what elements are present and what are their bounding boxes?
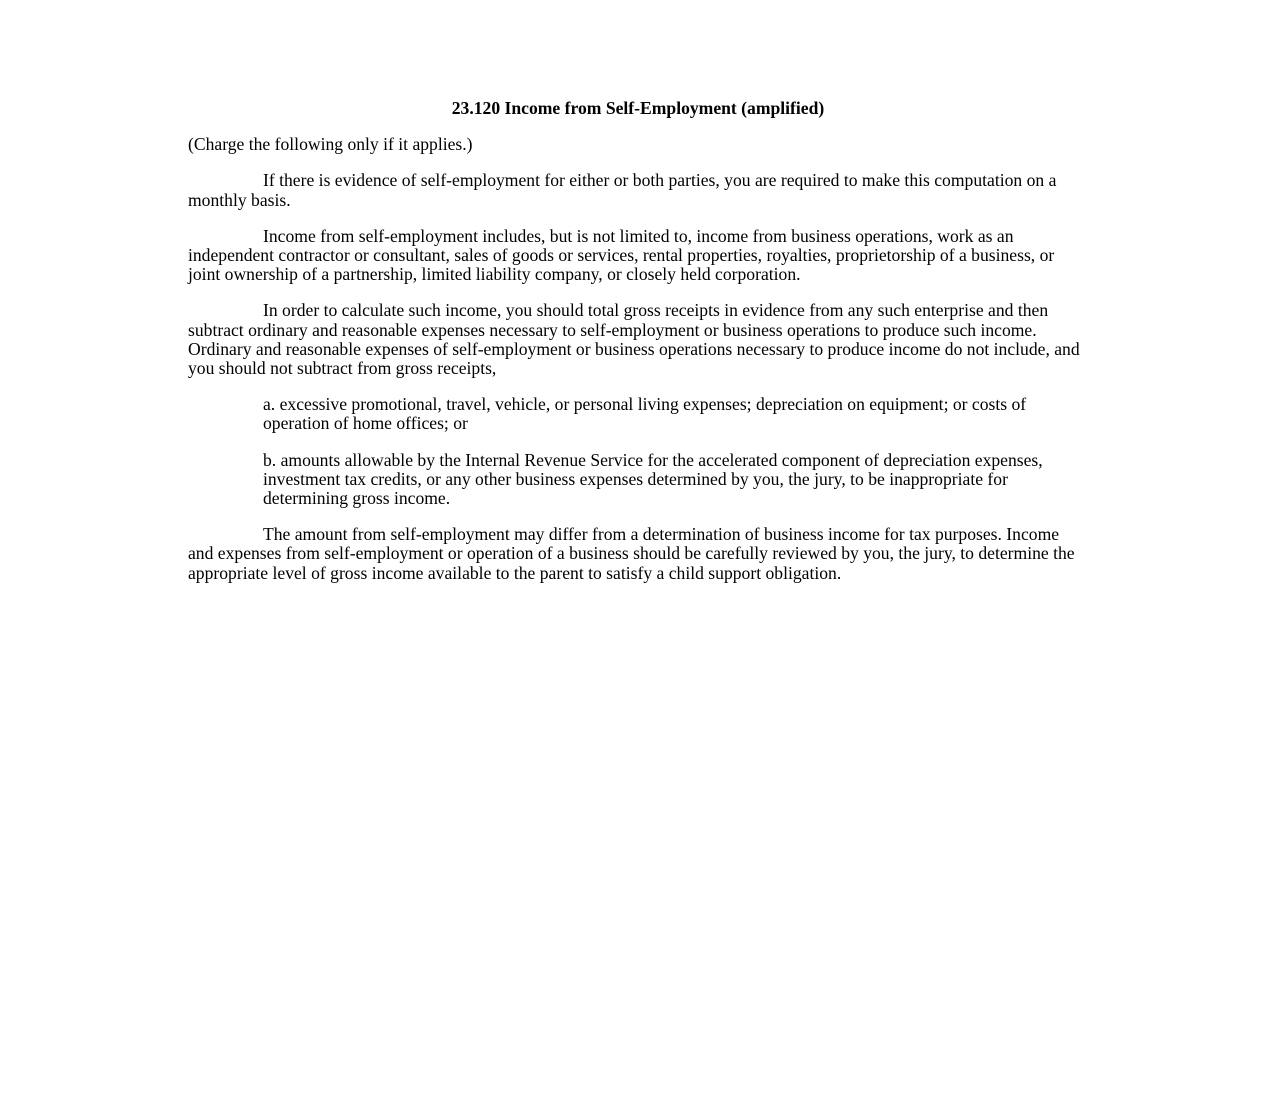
document-title: 23.120 Income from Self-Employment (amplified) bbox=[451, 98, 825, 118]
list-item: b. amounts allowable by the Internal Revenue Service for the accelerated component of depreciation expenses, investment tax credits, or any other business expenses determined by you, the jury, to be inappropriate for determining gross income. bbox=[263, 449, 1043, 509]
document-page bbox=[188, 99, 1088, 600]
charge-note: (Charge the following only if it applies.) bbox=[188, 134, 473, 155]
paragraph: Income from self-employment includes, but is not limited to, income from business operations, work as an independent contractor or consultant, sales of goods or services, rental properties, royalties, proprietorship of a business, or joint ownership of a partnership, limited liability company, or closely held corporation. bbox=[188, 225, 1055, 285]
paragraph: If there is evidence of self-employment for either or both parties, you are required to make this computation on a monthly basis. bbox=[188, 170, 1057, 210]
paragraph: In order to calculate such income, you should total gross receipts in evidence from any such enterprise and then subtract ordinary and reasonable expenses necessary to self-employment or business operations to produce such income. Ordinary and reasonable expenses of self-employment or business operations necessary to produce income do not include, and you should not subtract from gross receipts, bbox=[188, 300, 1080, 379]
list-item: a. excessive promotional, travel, vehicle, or personal living expenses; depreciation on equipment; or costs of operation of home offices; or bbox=[263, 394, 1027, 434]
closing-paragraph: The amount from self-employment may differ from a determination of business income for tax purposes. Income and expenses from self-employment or operation of a business should be carefully reviewed by you, the jury, to determine the appropriate level of gross income available to the parent to satisfy a child support obligation. bbox=[188, 524, 1075, 583]
